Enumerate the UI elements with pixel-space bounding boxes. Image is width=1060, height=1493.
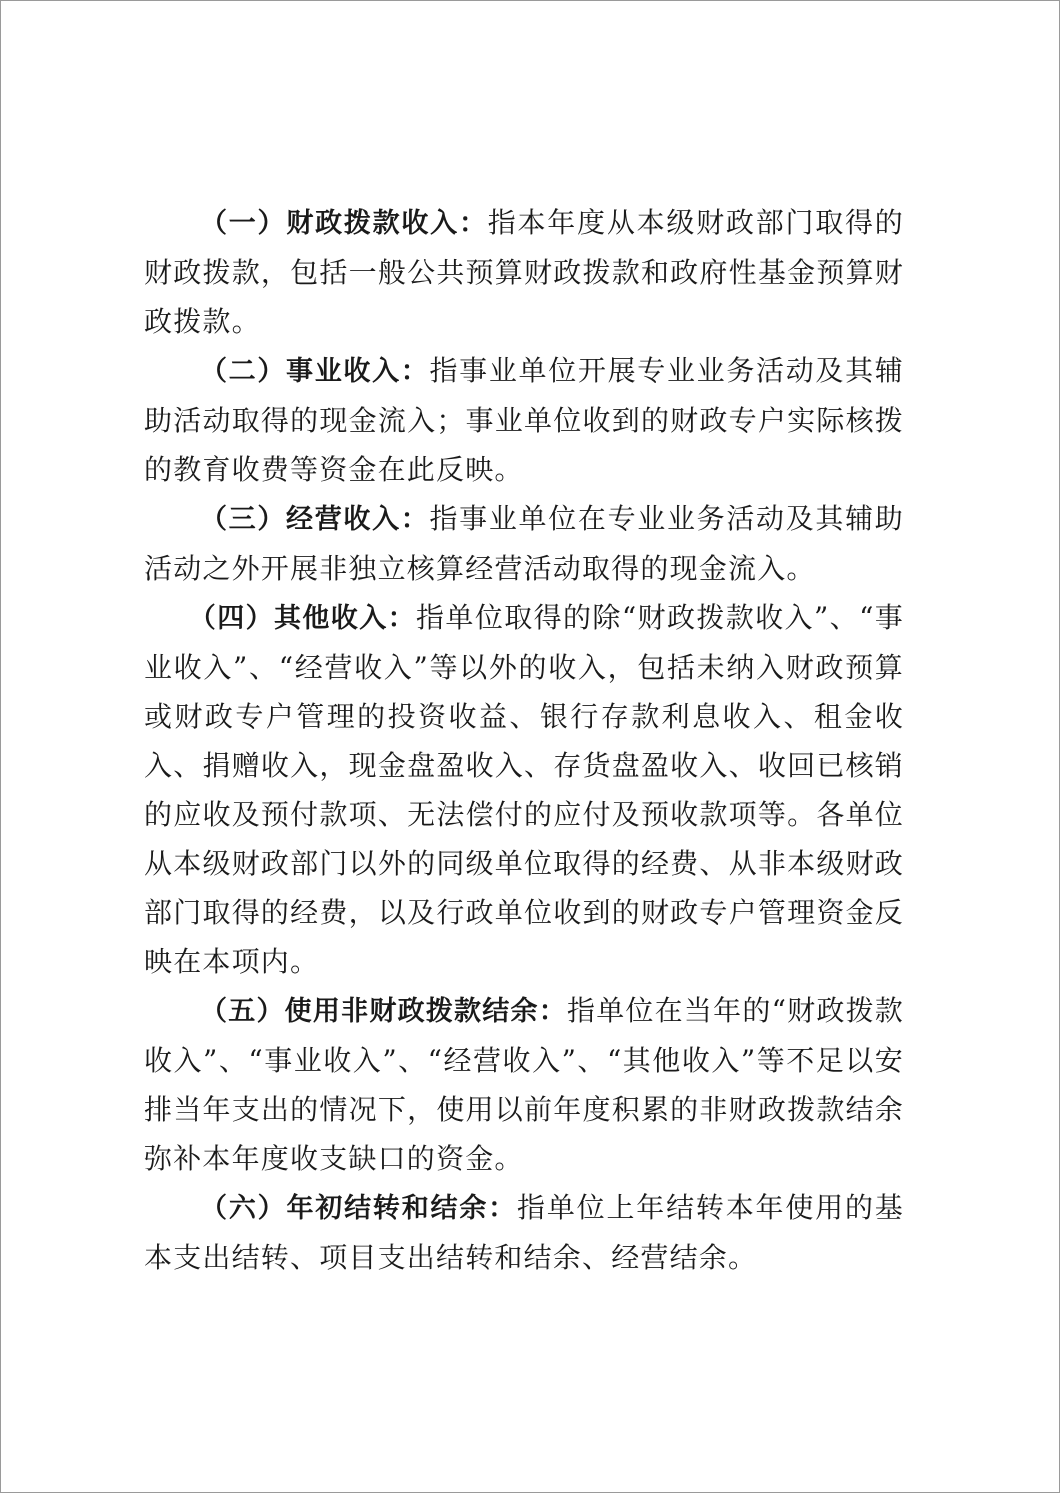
- paragraph-fiscal-appropriation-income: [144, 198, 904, 346]
- paragraph-term: （五）使用非财政拨款结余：: [200, 996, 567, 1027]
- paragraph-term: （一）财政拨款收入：: [200, 208, 488, 239]
- paragraph-text: 指事业单位开展专业业务活动及其辅助活动取得的现金流入；事业单位收到的财政专户实际核拨的教育收费等资金在此反映。: [144, 354, 904, 486]
- paragraph-business-income: [144, 346, 904, 494]
- paragraph-carryover-balance: [144, 1183, 904, 1282]
- paragraph-operating-income: [144, 494, 904, 593]
- paragraph-term: （六）年初结转和结余：: [200, 1193, 517, 1224]
- paragraph-text: 指单位在当年的“财政拨款收入”、“事业收入”、“经营收入”、“其他收入”等不足以安排当年支出的情况下，使用以前年度积累的非财政拨款结余弥补本年度收支缺口的资金。: [144, 994, 904, 1175]
- paragraph-text: 指本年度从本级财政部门取得的财政拨款，包括一般公共预算财政拨款和政府性基金预算财政拨款。: [144, 206, 904, 338]
- paragraph-term: （三）经营收入：: [200, 504, 430, 535]
- document-body: [144, 198, 904, 1282]
- paragraph-term: （二）事业收入：: [200, 356, 430, 387]
- paragraph-term: （四）其他收入：: [188, 603, 417, 634]
- paragraph-non-fiscal-balance-use: [144, 986, 904, 1183]
- paragraph-text: 指单位上年结转本年使用的基本支出结转、项目支出结转和结余、经营结余。: [144, 1191, 905, 1274]
- paragraph-text: 指事业单位在专业业务活动及其辅助活动之外开展非独立核算经营活动取得的现金流入。: [144, 502, 904, 585]
- paragraph-text: 指单位取得的除“财政拨款收入”、“事业收入”、“经营收入”等以外的收入，包括未纳入财政预算或财政专户管理的投资收益、银行存款利息收入、租金收入、捐赠收入，现金盘盈收入、存货盘盈收入、收回已核销的应收及预付款项、无法偿付的应付及预收款项等。各单位从本级财政部门以外的同级单位取得的经费、从非本级财政部门取得的经费，以及行政单位收到的财政专户管理资金反映在本项内。: [144, 601, 904, 978]
- paragraph-other-income: [144, 593, 904, 986]
